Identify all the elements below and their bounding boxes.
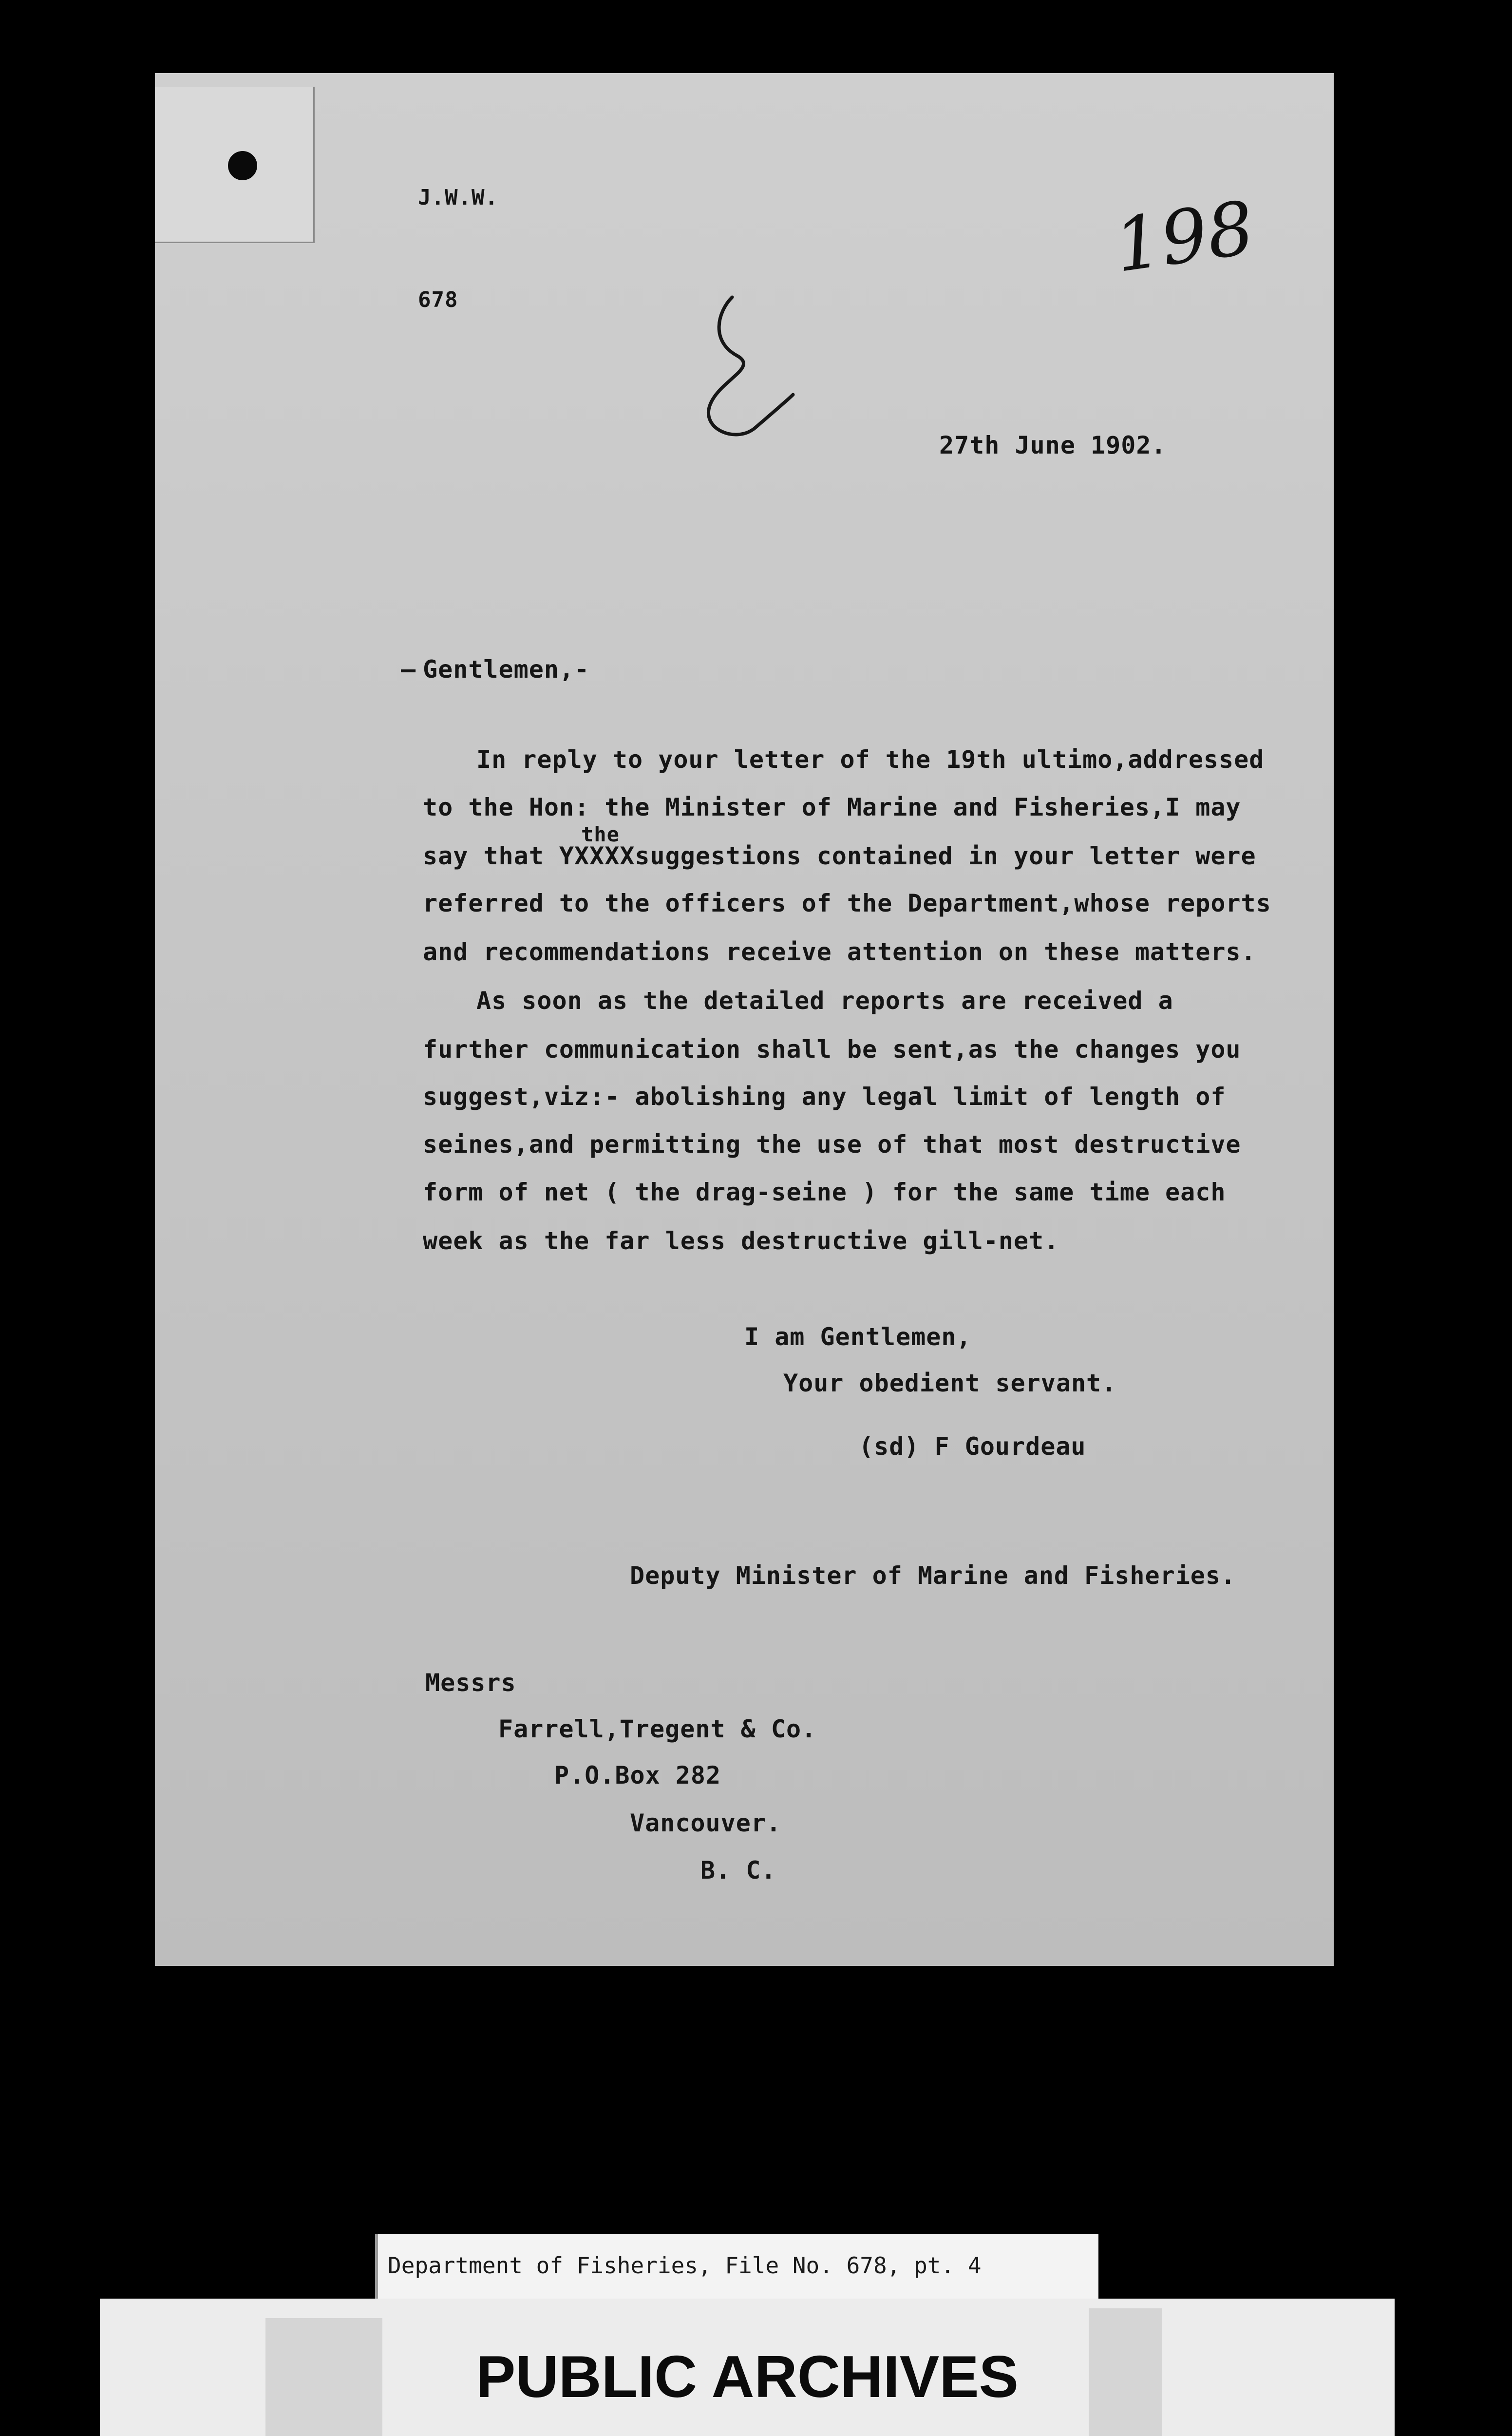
archive-title-english: PUBLIC ARCHIVES bbox=[476, 2343, 1019, 2410]
paragraph-1-line-2: to the Hon: the Minister of Marine and Fisheries,I may bbox=[423, 793, 1241, 821]
file-reference-label bbox=[375, 2234, 1098, 2306]
file-reference-text: Department of Fisheries, File No. 678, pt. 4 bbox=[388, 2252, 982, 2279]
paragraph-1-line-5: and recommendations receive attention on these matters. bbox=[423, 938, 1256, 966]
letter-sheet bbox=[155, 73, 1334, 1966]
closing-line-2: Your obedient servant. bbox=[783, 1369, 1117, 1397]
addressee-prefix: Messrs bbox=[425, 1669, 516, 1697]
signature: (sd) F Gourdeau bbox=[859, 1432, 1086, 1461]
addressee-city: Vancouver. bbox=[630, 1809, 782, 1837]
closing-line-1: I am Gentlemen, bbox=[744, 1323, 972, 1351]
file-number: 678 bbox=[418, 287, 458, 312]
paragraph-1-line-3: say that YXXXXsuggestions contained in your letter were bbox=[423, 842, 1256, 870]
archive-stamp-label bbox=[100, 2299, 1395, 2436]
paragraph-1-line-4: referred to the officers of the Department,whose reports bbox=[423, 889, 1271, 917]
addressee-box: P.O.Box 282 bbox=[554, 1761, 721, 1789]
signature-title: Deputy Minister of Marine and Fisheries. bbox=[630, 1561, 1236, 1590]
interlinear-insert: the bbox=[581, 822, 620, 846]
paragraph-2-line-2: further communication shall be sent,as the changes you bbox=[423, 1035, 1241, 1064]
paragraph-2-line-4: seines,and permitting the use of that most destructive bbox=[423, 1130, 1241, 1159]
punch-hole bbox=[228, 151, 257, 180]
letter-date: 27th June 1902. bbox=[939, 431, 1167, 459]
paragraph-1-line-1: In reply to your letter of the 19th ultimo,addressed bbox=[476, 745, 1265, 774]
salutation: Gentlemen,- bbox=[423, 655, 590, 684]
handwritten-folio-number: 198 bbox=[1109, 185, 1260, 289]
initials: J.W.W. bbox=[418, 185, 498, 210]
salutation-dash: – bbox=[401, 655, 416, 684]
paragraph-2-line-3: suggest,viz:- abolishing any legal limit of length of bbox=[423, 1083, 1226, 1111]
addressee-province: B. C. bbox=[700, 1856, 776, 1884]
paragraph-2-line-6: week as the far less destructive gill-net. bbox=[423, 1227, 1059, 1255]
paragraph-2-line-5: form of net ( the drag-seine ) for the same time each bbox=[423, 1178, 1226, 1206]
pencil-scribble-mark bbox=[691, 283, 808, 448]
paragraph-2-line-1: As soon as the detailed reports are received a bbox=[476, 987, 1173, 1015]
addressee-name: Farrell,Tregent & Co. bbox=[498, 1715, 817, 1743]
